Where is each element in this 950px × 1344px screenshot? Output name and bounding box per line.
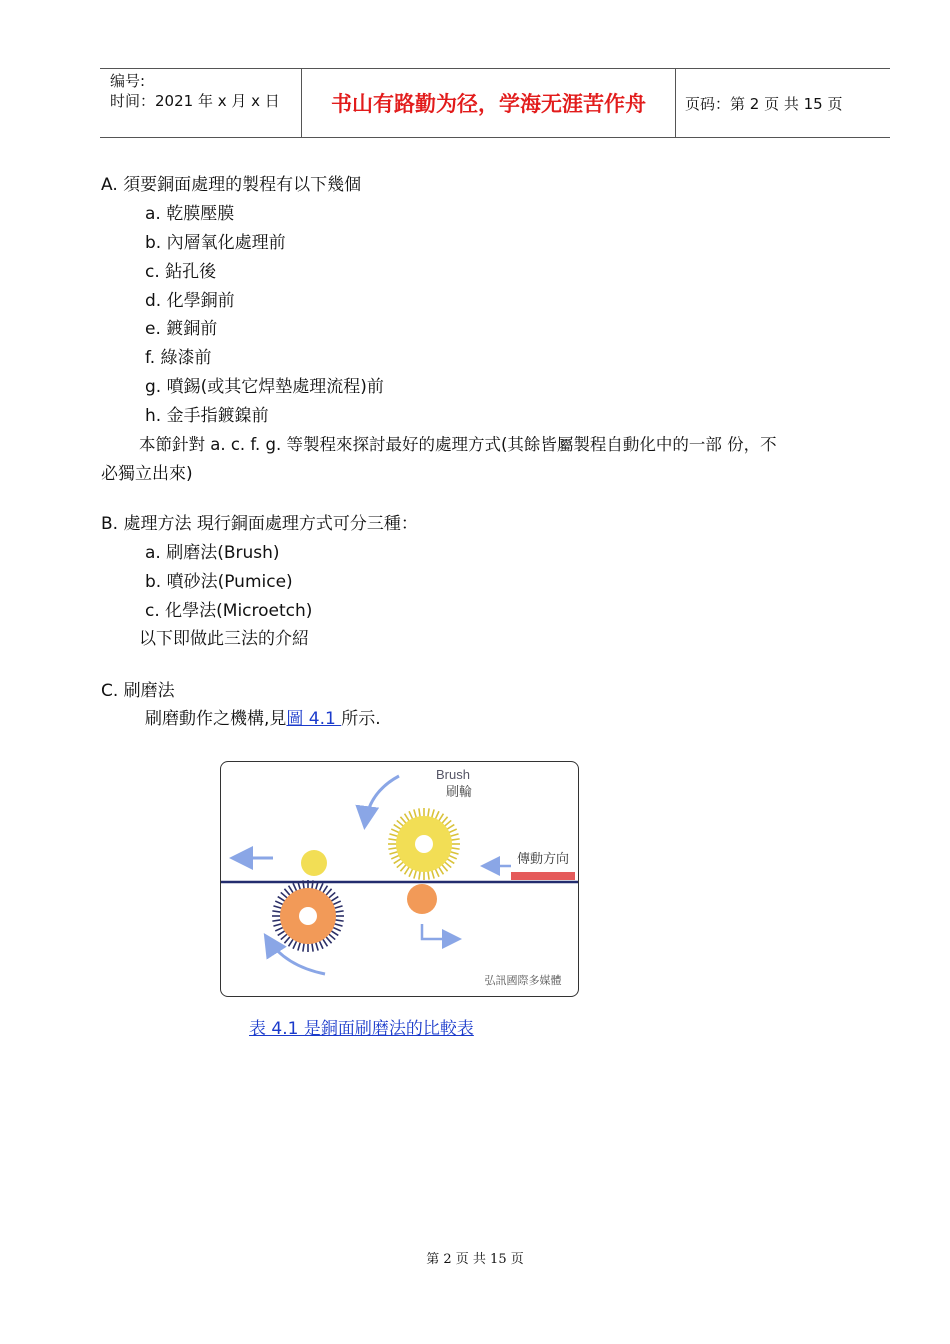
- page-header: [100, 68, 890, 138]
- panel-bar: [511, 872, 575, 880]
- section-c-title: C. 刷磨法: [101, 681, 175, 701]
- section-b-title: B. 處理方法 現行銅面處理方式可分三種：: [101, 514, 418, 534]
- brush-mechanism-figure: [220, 761, 579, 997]
- brush-label-en: Brush: [436, 767, 470, 782]
- lower-roller: [407, 884, 437, 914]
- brush-label-zh: 刷輪: [445, 785, 473, 800]
- number-label: 编号:: [110, 72, 146, 90]
- section-c-text-after: 所示.: [341, 709, 381, 729]
- list-item: b. 噴砂法(Pumice): [145, 572, 293, 592]
- list-item: b. 內層氧化處理前: [145, 233, 286, 253]
- time-label: 时间：2021 年 x 月 x 日: [110, 92, 280, 110]
- list-item: a. 刷磨法(Brush): [145, 543, 280, 563]
- list-item: e. 鍍銅前: [145, 319, 218, 339]
- section-a-note: 本節針對 a. c. f. g. 等製程來探討最好的處理方式(其餘皆屬製程自動化中的一部 份，不: [139, 435, 777, 454]
- figure-4-1-link[interactable]: 圖 4.1: [286, 709, 342, 729]
- page-footer: 第 2 页 共 15 页: [426, 1252, 524, 1267]
- transport-direction-label: 傳動方向: [516, 852, 570, 867]
- section-c-text: [145, 708, 381, 730]
- upper-brush-wheel: [388, 808, 460, 880]
- rotation-arrow-top: [365, 776, 399, 824]
- table-4-1-link[interactable]: 表 4.1 是銅面刷磨法的比較表: [249, 1019, 474, 1039]
- list-item: d. 化學銅前: [145, 291, 235, 311]
- list-item: h. 金手指鍍鎳前: [145, 406, 269, 426]
- list-item: c. 化學法(Microetch): [145, 601, 313, 621]
- list-item: g. 噴錫(或其它焊墊處理流程)前: [145, 377, 384, 397]
- upper-roller: [301, 850, 327, 876]
- figure-credit: 弘訊國際多媒體: [484, 974, 562, 987]
- list-item: c. 鉆孔後: [145, 262, 217, 282]
- down-right-arrow: [422, 924, 457, 939]
- section-b-note: 以下即做此三法的介紹: [139, 629, 309, 649]
- brush-diagram: [221, 762, 578, 996]
- header-divider: [675, 69, 676, 137]
- lower-brush-wheel: [272, 880, 344, 952]
- list-item: a. 乾膜壓膜: [145, 204, 235, 224]
- section-a-title: A. 須要銅面處理的製程有以下幾個: [101, 175, 362, 195]
- header-motto: 书山有路勤为径，学海无涯苦作舟: [331, 91, 646, 116]
- list-item: f. 綠漆前: [145, 348, 212, 368]
- section-a-note-cont: 必獨立出來): [101, 464, 193, 484]
- header-meta: [110, 71, 300, 111]
- section-c-text-before: 刷磨動作之機構,見: [145, 709, 287, 729]
- header-page-label: 页码：第 2 页 共 15 页: [685, 94, 843, 113]
